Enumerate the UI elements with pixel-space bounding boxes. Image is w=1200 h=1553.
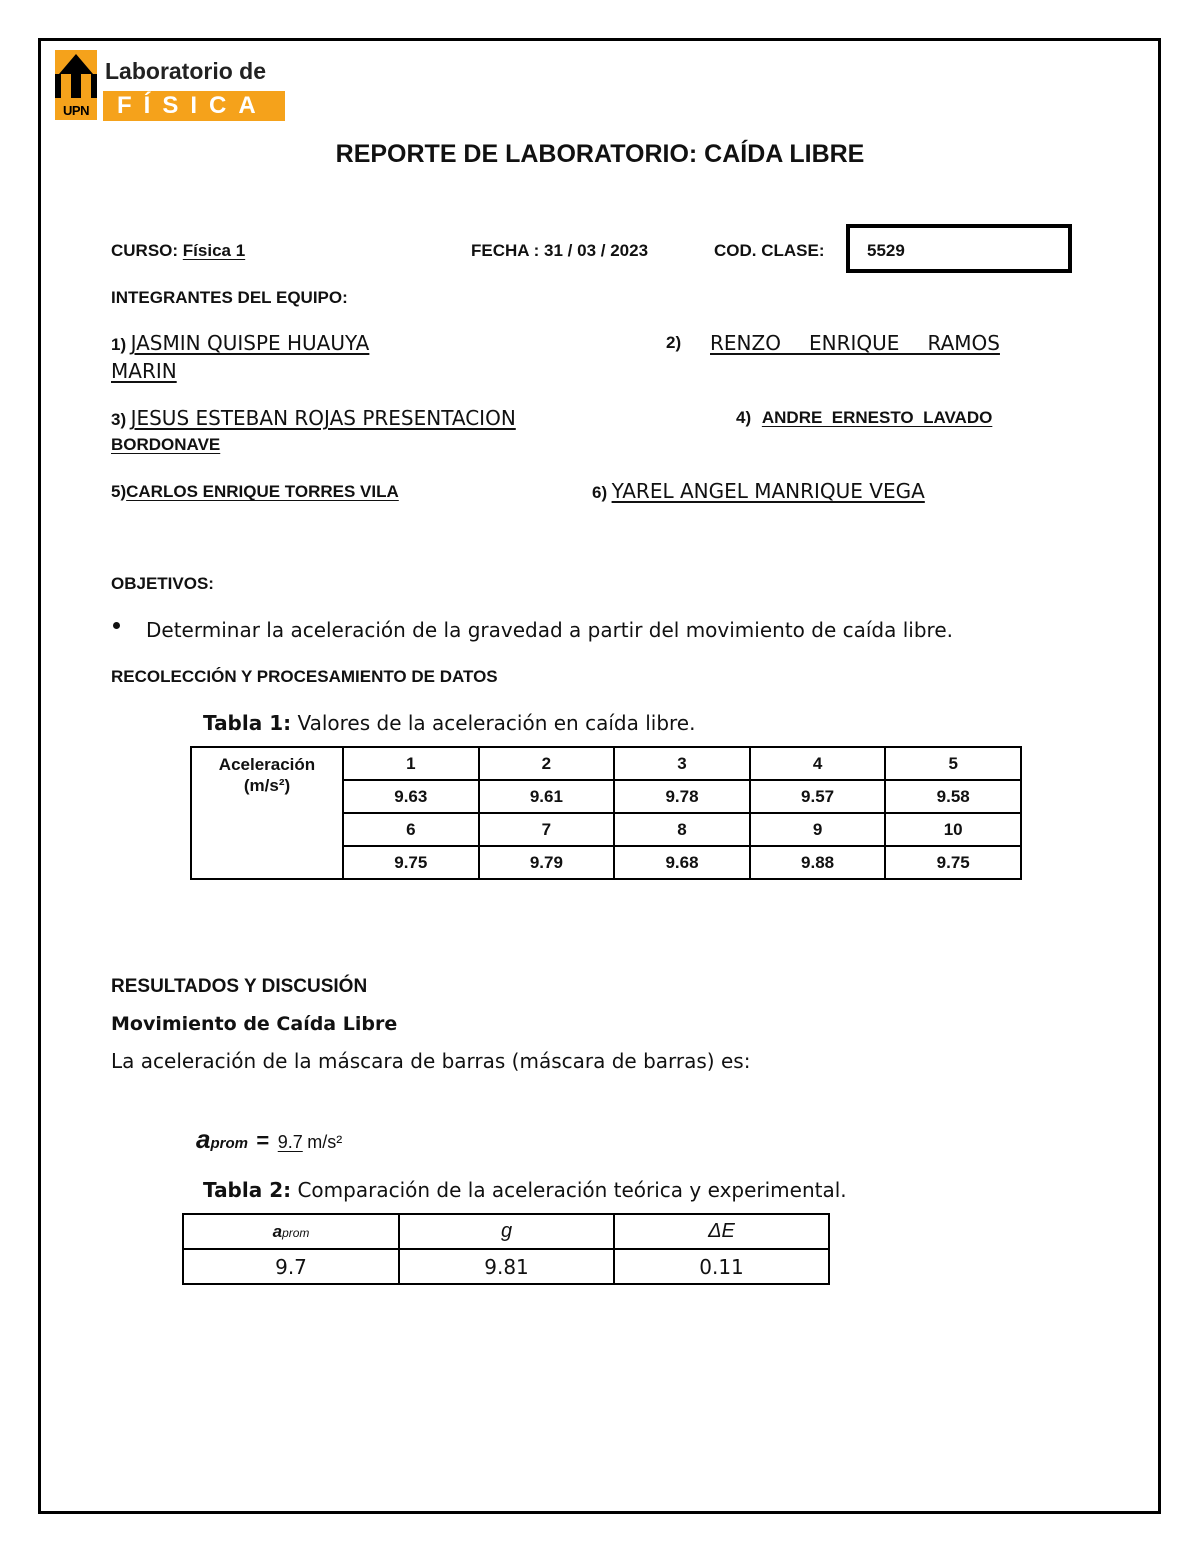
resultados-label: RESULTADOS Y DISCUSIÓN — [111, 976, 368, 997]
table-2 — [182, 1213, 830, 1285]
member-1-name: JASMIN QUISPE HUAUYA — [130, 331, 370, 355]
table-cell: 9 — [750, 813, 886, 846]
upn-logo — [55, 50, 97, 120]
table-cell: 9.79 — [479, 846, 615, 879]
table-cell: 7 — [479, 813, 615, 846]
table-cell: 9.75 — [343, 846, 479, 879]
member-4-name: ANDRE ERNESTO LAVADO — [761, 408, 993, 427]
logo-upn-text: UPN — [63, 103, 89, 118]
table-cell: 9.78 — [614, 780, 750, 813]
table-1 — [190, 746, 1022, 880]
team-label: INTEGRANTES DEL EQUIPO: — [111, 288, 348, 307]
table-cell: 9.68 — [614, 846, 750, 879]
table-row — [191, 747, 1021, 780]
member-3-name: JESUS ESTEBAN ROJAS PRESENTACION — [130, 406, 516, 430]
formula-unit: m/s² — [307, 1132, 343, 1152]
resultados-subtitle: Movimiento de Caída Libre — [111, 1013, 398, 1035]
table-row — [183, 1214, 829, 1249]
table-cell: 3 — [614, 747, 750, 780]
page-title: REPORTE DE LABORATORIO: CAÍDA LIBRE — [335, 140, 865, 168]
arrow-up-icon — [55, 54, 97, 98]
table-cell: 2 — [479, 747, 615, 780]
header-cell-aprom: aprom — [183, 1214, 399, 1249]
table-cell: 4 — [750, 747, 886, 780]
member-6: 6) YAREL ANGEL MANRIQUE VEGA — [592, 479, 925, 503]
table-cell: 9.81 — [399, 1249, 614, 1284]
table-cell: 9.7 — [183, 1249, 399, 1284]
member-5-name: CARLOS ENRIQUE TORRES VILA — [126, 482, 399, 501]
table-cell: 9.63 — [343, 780, 479, 813]
logo-fisica-text: FÍSICA — [103, 91, 285, 121]
header-cell-delta-e: ΔE — [614, 1214, 829, 1249]
table1-caption: Tabla 1: Valores de la aceleración en caída libre. — [203, 711, 696, 735]
row-header-cell: Aceleración (m/s²) — [191, 747, 343, 879]
member-2-num: 2) — [666, 333, 682, 352]
logo-lab-text: Laboratorio de — [105, 58, 267, 84]
objetivo-item: Determinar la aceleración de la gravedad a partir del movimiento de caída libre. — [146, 618, 953, 642]
member-3-name-cont: BORDONAVE — [111, 435, 221, 454]
table-row — [183, 1249, 829, 1284]
table-cell: 9.58 — [885, 780, 1021, 813]
member-5: 5)CARLOS ENRIQUE TORRES VILA — [111, 482, 399, 501]
table-cell: 9.75 — [885, 846, 1021, 879]
table-cell: 0.11 — [614, 1249, 829, 1284]
curso-label: CURSO: — [111, 241, 179, 260]
table-cell: 1 — [343, 747, 479, 780]
formula-value: 9.7 — [277, 1132, 303, 1152]
cod-clase-value: 5529 — [867, 241, 905, 260]
recoleccion-label: RECOLECCIÓN Y PROCESAMIENTO DE DATOS — [111, 667, 498, 686]
member-6-name: YAREL ANGEL MANRIQUE VEGA — [611, 479, 925, 503]
table-cell: 9.61 — [479, 780, 615, 813]
table-cell: 5 — [885, 747, 1021, 780]
member-3: 3) JESUS ESTEBAN ROJAS PRESENTACION — [111, 406, 516, 430]
member-2-name: RENZO ENRIQUE RAMOS — [710, 331, 1000, 355]
curso-value: Física 1 — [182, 241, 246, 260]
table2-caption: Tabla 2: Comparación de la aceleración teórica y experimental. — [203, 1178, 847, 1202]
member-1: 1) JASMIN QUISPE HUAUYA — [111, 331, 370, 355]
cod-clase-label: COD. CLASE: — [714, 241, 825, 260]
fecha-label: FECHA : — [471, 241, 540, 260]
header-cell-g: g — [399, 1214, 614, 1249]
member-4: 4) ANDRE ERNESTO LAVADO — [736, 408, 993, 427]
table-cell: 10 — [885, 813, 1021, 846]
table-cell: 9.88 — [750, 846, 886, 879]
table-cell: 8 — [614, 813, 750, 846]
fecha-value: 31 / 03 / 2023 — [544, 241, 649, 260]
table-cell: 9.57 — [750, 780, 886, 813]
bullet-icon — [113, 622, 120, 629]
curso-field — [111, 241, 245, 261]
table-cell: 6 — [343, 813, 479, 846]
member-1-name-cont: MARIN — [111, 359, 177, 383]
formula-aprom: aprom = 9.7 m/s² — [196, 1124, 343, 1154]
fecha-field — [471, 241, 648, 261]
resultados-text: La aceleración de la máscara de barras (máscara de barras) es: — [111, 1049, 751, 1073]
objetivos-label: OBJETIVOS: — [111, 574, 214, 593]
